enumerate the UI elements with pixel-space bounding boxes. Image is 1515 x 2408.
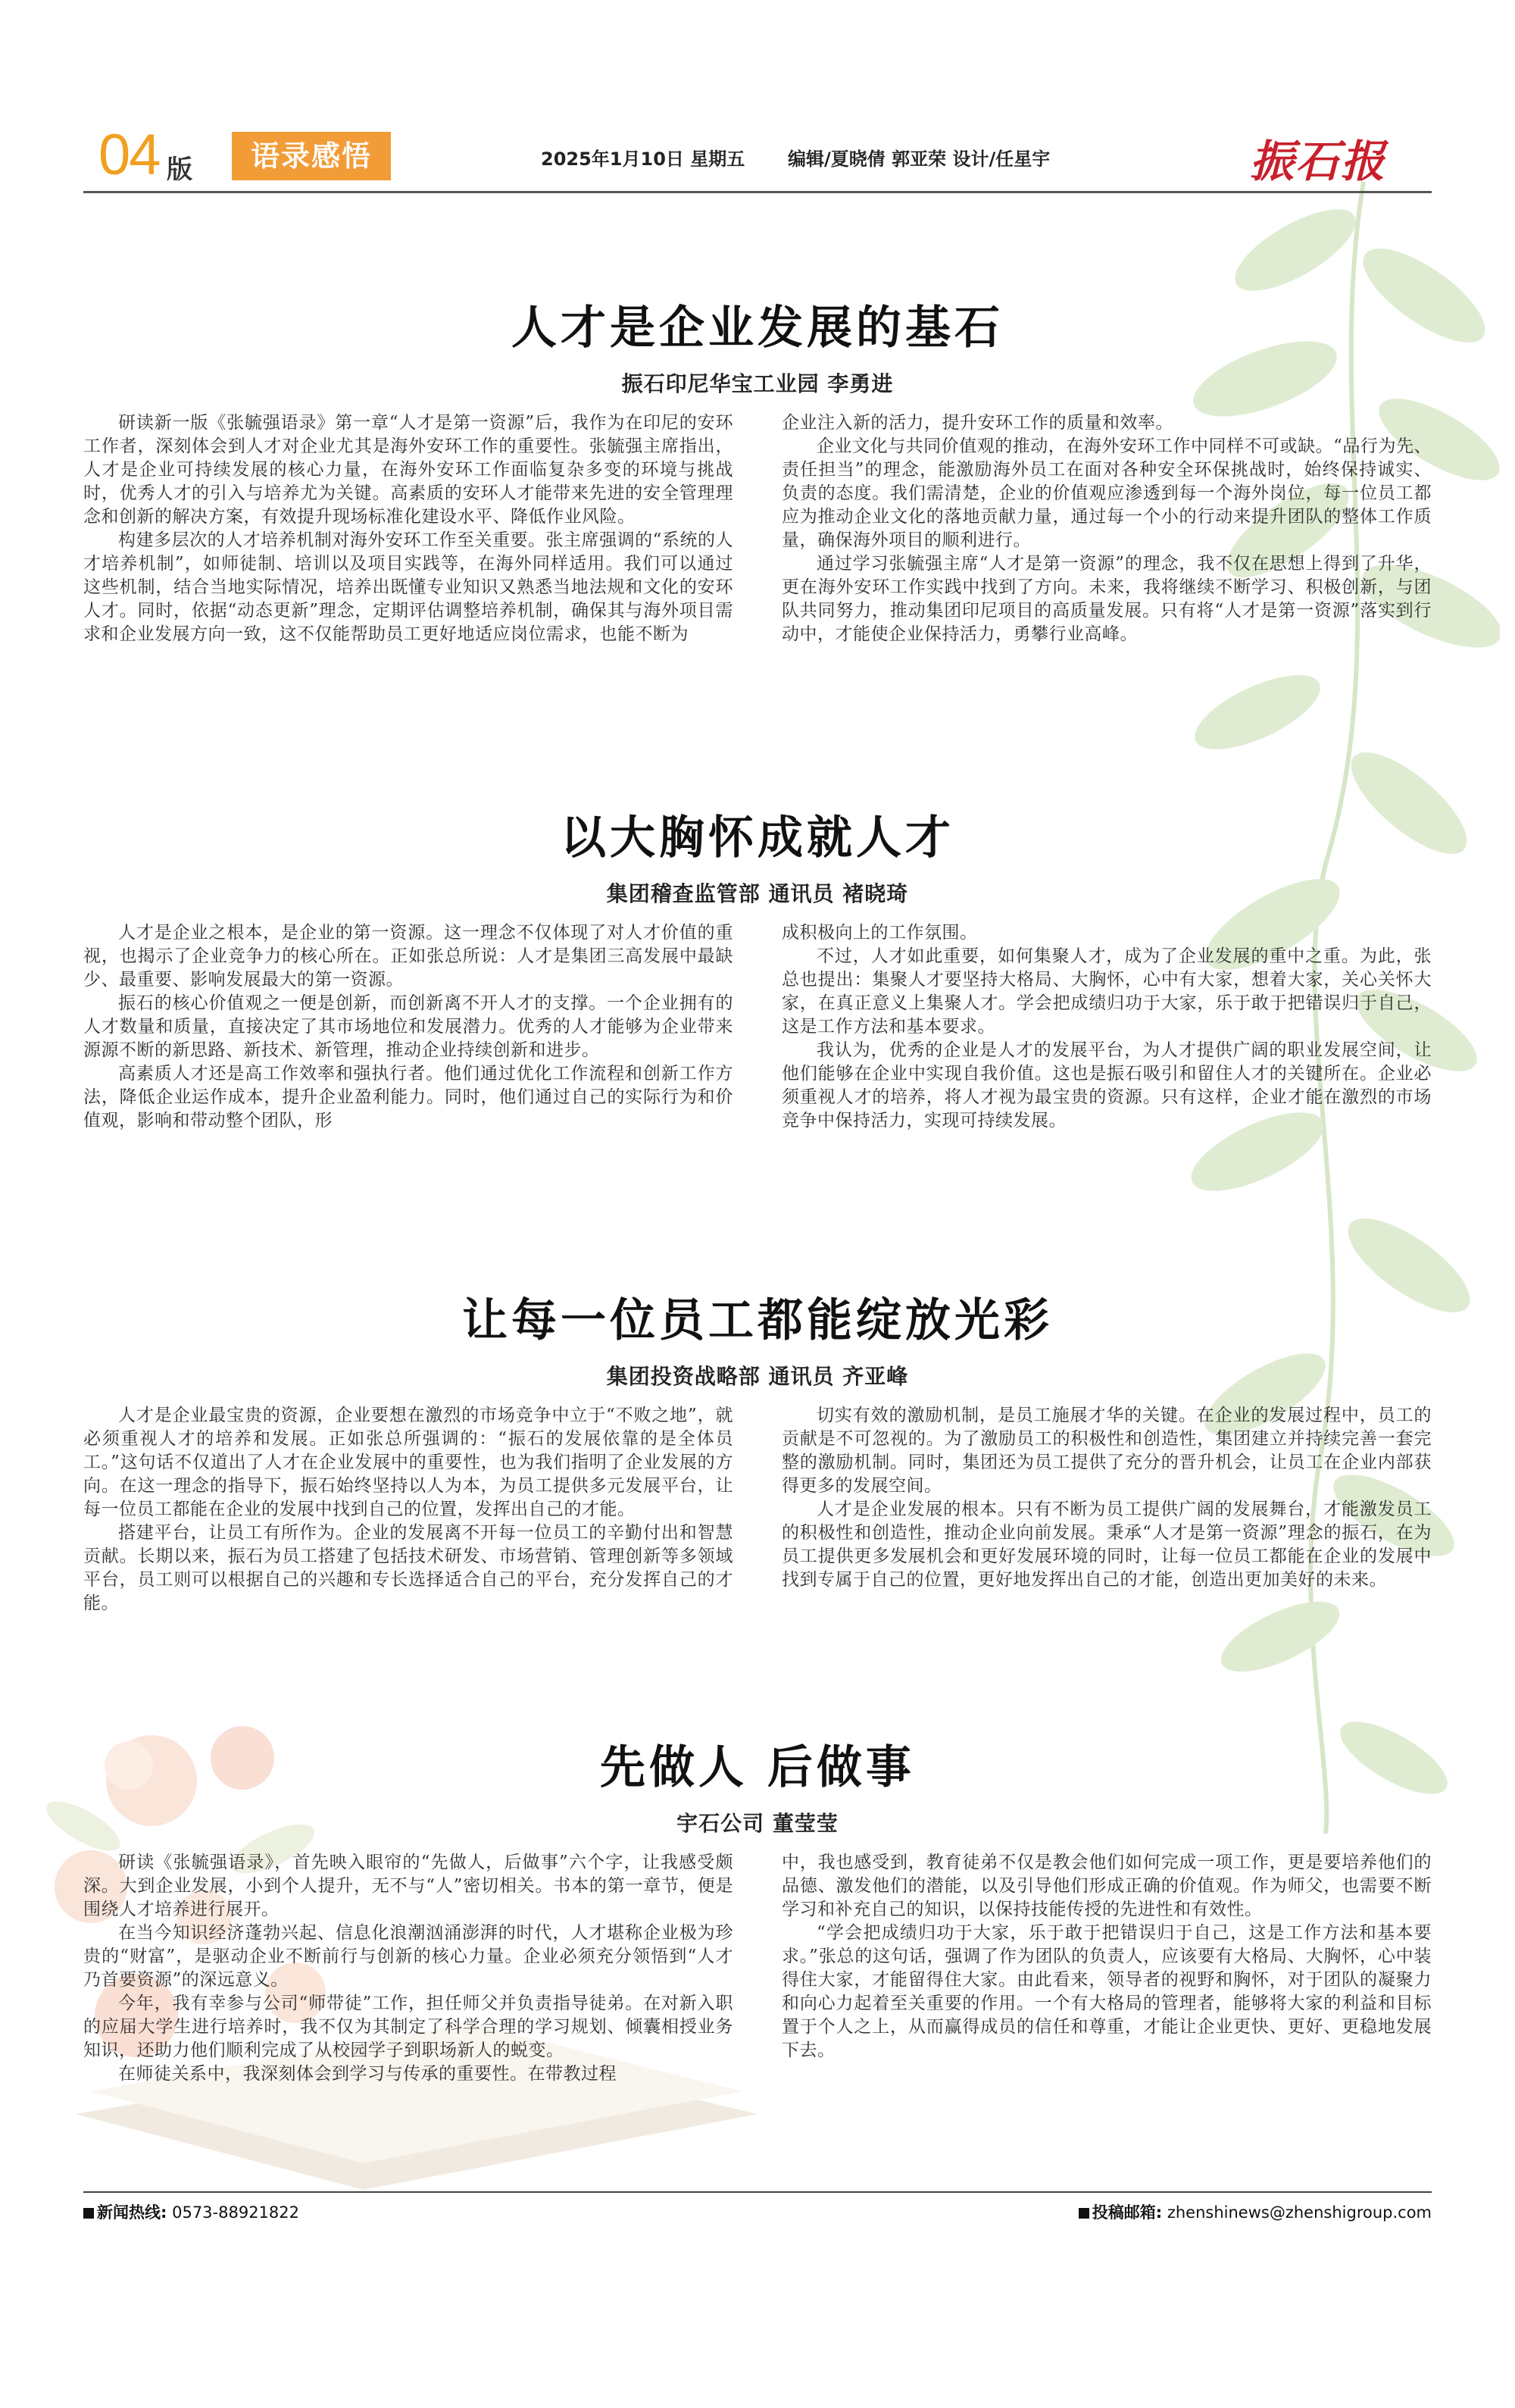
article-4	[83, 1731, 1432, 2086]
newspaper-logo: 振石报	[1250, 136, 1387, 187]
paragraph: 不过，人才如此重要，如何集聚人才，成为了企业发展的重中之重。为此，张总也提出：集聚人才要坚持大格局、大胸怀，心中有大家，想着大家，关心关怀大家，在真正意义上集聚人才。学会把成绩归功于大家，乐于敢于把错误归于自己，这是工作方法和基本要求。	[782, 946, 1432, 1037]
issue-date: 2025年1月10日 星期五	[541, 149, 745, 170]
article-byline: 集团投资战略部 通讯员 齐亚峰	[606, 1364, 909, 1389]
article-column-right	[782, 921, 1432, 1133]
paragraph: 研读《张毓强语录》，首先映入眼帘的“先做人，后做事”六个字，让我感受颇深。大到企业发展，小到个人提升，无不与“人”密切相关。书本的第一章节，便是围绕人才培养进行展开。	[83, 1853, 733, 1919]
paragraph: 人才是企业发展的根本。只有不断为员工提供广阔的发展舞台，才能激发员工的积极性和创造性，推动企业向前发展。秉承“人才是第一资源”理念的振石，在为员工提供更多发展机会和更好发展环境的同时，让每一位员工都能在企业的发展中找到专属于自己的位置，更好地发挥出自己的才能，创造出更加美好的未来。	[782, 1500, 1432, 1590]
article-title: 人才是企业发展的基石	[511, 302, 1004, 355]
page-number: 04	[98, 123, 160, 187]
paragraph: “学会把成绩归功于大家，乐于敢于把错误归于自己，这是工作方法和基本要求。”张总的这句话，强调了作为团队的负责人，应该要有大格局、大胸怀，心中装得住大家，才能留得住大家。由此看来，领导者的视野和胸怀，对于团队的凝聚力和向心力起着至关重要的作用。一个有大格局的管理者，能够将大家的利益和目标置于个人之上，从而赢得成员的信任和尊重，才能让企业更快、更好、更稳地发展下去。	[782, 1923, 1432, 2060]
article-column-right	[782, 1851, 1432, 2086]
paragraph: 通过学习张毓强主席“人才是第一资源”的理念，我不仅在思想上得到了升华，更在海外安环工作实践中找到了方向。未来，我将继续不断学习、积极创新，与团队共同努力，推动集团印尼项目的高质量发展。只有将“人才是第一资源”落实到行动中，才能使企业保持活力，勇攀行业高峰。	[782, 554, 1432, 644]
paragraph: 切实有效的激励机制，是员工施展才华的关键。在企业的发展过程中，员工的贡献是不可忽视的。为了激励员工的积极性和创造性，集团建立并持续完善一套完整的激励机制。同时，集团还为员工提供了充分的晋升机会，让员工在企业内部获得更多的发展空间。	[782, 1406, 1432, 1496]
page-unit: 版	[167, 155, 192, 185]
footer-divider	[83, 2191, 1432, 2193]
article-1	[83, 292, 1432, 646]
article-2	[83, 802, 1432, 1133]
masthead-divider	[83, 191, 1432, 193]
article-body	[83, 921, 1432, 1133]
footer-hotline	[83, 2200, 299, 2223]
footer-email	[1079, 2200, 1432, 2223]
paragraph: 构建多层次的人才培养机制对海外安环工作至关重要。张主席强调的“系统的人才培养机制”，如师徒制、培训以及项目实践等，在海外同样适用。我们可以通过这些机制，结合当地实际情况，培养出既懂专业知识又熟悉当地法规和文化的安环人才。同时，依据“动态更新”理念，定期评估调整培养机制，确保其与海外项目需求和企业发展方向一致，这不仅能帮助员工更好地适应岗位需求，也能不断为	[83, 530, 733, 644]
article-column-right	[782, 1404, 1432, 1615]
article-body	[83, 1404, 1432, 1615]
paragraph: 搭建平台，让员工有所作为。企业的发展离不开每一位员工的辛勤付出和智慧贡献。长期以来，振石为员工搭建了包括技术研发、市场营销、管理创新等多领域平台，员工则可以根据自己的兴趣和专长选择适合自己的平台，充分发挥自己的才能。	[83, 1523, 733, 1613]
paragraph-continued: 成积极向上的工作氛围。	[782, 923, 978, 943]
article-byline: 振石印尼华宝工业园 李勇进	[621, 371, 894, 396]
paragraph: 高素质人才还是高工作效率和强执行者。他们通过优化工作流程和创新工作方法，降低企业运作成本，提升企业盈利能力。同时，他们通过自己的实际行为和价值观，影响和带动整个团队，形	[83, 1064, 733, 1131]
paragraph-continued: 中，我也感受到，教育徒弟不仅是教会他们如何完成一项工作，更是要培养他们的品德、激发他们的潜能，以及引导他们形成正确的价值观。作为师父，也需要不断学习和补充自己的知识，以保持技能传授的先进性和有效性。	[782, 1853, 1432, 1919]
article-byline: 宇石公司 董莹莹	[676, 1811, 839, 1836]
paragraph: 在当今知识经济蓬勃兴起、信息化浪潮汹涌澎湃的时代，人才堪称企业极为珍贵的“财富”，是驱动企业不断前行与创新的核心力量。企业必须充分领悟到“人才乃首要资源”的深远意义。	[83, 1923, 733, 1990]
hotline-label: 新闻热线:	[97, 2203, 167, 2222]
masthead	[83, 121, 1447, 197]
paragraph: 我认为，优秀的企业是人才的发展平台，为人才提供广阔的职业发展空间，让他们能够在企业中实现自我价值。这也是振石吸引和留住人才的关键所在。企业必须重视人才的培养，将人才视为最宝贵的资源。只有这样，企业才能在激烈的市场竞争中保持活力，实现可持续发展。	[782, 1040, 1432, 1131]
paragraph: 人才是企业最宝贵的资源，企业要想在激烈的市场竞争中立于“不败之地”，就必须重视人才的培养和发展。正如张总所强调的：“振石的发展依靠的是全体员工。”这句话不仅道出了人才在企业发展中的重要性，也为我们指明了企业发展的方向。在这一理念的指导下，振石始终坚持以人为本，为员工提供多元发展平台，让每一位员工都能在企业的发展中找到自己的位置，发挥出自己的才能。	[83, 1406, 733, 1519]
article-column-left	[83, 1851, 733, 2086]
square-bullet-icon	[83, 2208, 94, 2219]
issue-editors: 编辑/夏晓倩 郭亚荣 设计/任星宇	[788, 149, 1051, 170]
paragraph: 人才是企业之根本，是企业的第一资源。这一理念不仅体现了对人才价值的重视，也揭示了企业竞争力的核心所在。正如张总所说：人才是集团三高发展中最缺少、最重要、影响发展最大的第一资源。	[83, 923, 733, 990]
paragraph: 企业文化与共同价值观的推动，在海外安环工作中同样不可或缺。“品行为先、责任担当”的理念，能激励海外员工在面对各种安全环保挑战时，始终保持诚实、负责的态度。我们需清楚，企业的价值观应渗透到每一个海外岗位，每一位员工都应为推动企业文化的落地贡献力量，通过每一个小的行动来提升团队的整体工作质量，确保海外项目的顺利进行。	[782, 436, 1432, 550]
article-title: 先做人 后做事	[600, 1741, 915, 1794]
article-title: 以大胸怀成就人才	[561, 812, 954, 865]
article-column-right	[782, 411, 1432, 646]
square-bullet-icon	[1079, 2208, 1089, 2219]
paragraph-continued: 企业注入新的活力，提升安环工作的质量和效率。	[782, 413, 1173, 433]
paragraph: 研读新一版《张毓强语录》第一章“人才是第一资源”后，我作为在印尼的安环工作者，深刻体会到人才对企业尤其是海外安环工作的重要性。张毓强主席指出，人才是企业可持续发展的核心力量，在海外安环工作面临复杂多变的环境与挑战时，优秀人才的引入与培养尤为关键。高素质的安环人才能带来先进的安全管理理念和创新的解决方案，有效提升现场标准化建设水平、降低作业风险。	[83, 413, 733, 527]
article-byline: 集团稽查监管部 通讯员 褚晓琦	[606, 881, 909, 906]
article-column-left	[83, 921, 733, 1133]
hotline-number: 0573-88921822	[172, 2203, 300, 2222]
article-body	[83, 1851, 1432, 2086]
paragraph: 振石的核心价值观之一便是创新，而创新离不开人才的支撑。一个企业拥有的人才数量和质量，直接决定了其市场地位和发展潜力。优秀的人才能够为企业带来源源不断的新思路、新技术、新管理，推动企业持续创新和进步。	[83, 993, 733, 1060]
article-body	[83, 411, 1432, 646]
section-tag: 语录感悟	[232, 132, 391, 180]
email-label: 投稿邮箱:	[1092, 2203, 1163, 2222]
paragraph: 今年，我有幸参与公司“师带徒”工作，担任师父并负责指导徒弟。在对新入职的应届大学生进行培养时，我不仅为其制定了科学合理的学习规划、倾囊相授业务知识，还助力他们顺利完成了从校园学子到职场新人的蜕变。	[83, 1994, 733, 2060]
paragraph: 在师徒关系中，我深刻体会到学习与传承的重要性。在带教过程	[118, 2064, 617, 2084]
article-column-left	[83, 411, 733, 646]
email-address[interactable]: zhenshinews@zhenshigroup.com	[1167, 2203, 1432, 2222]
article-column-left	[83, 1404, 733, 1615]
article-3	[83, 1284, 1432, 1615]
article-title: 让每一位员工都能绽放光彩	[462, 1294, 1053, 1347]
